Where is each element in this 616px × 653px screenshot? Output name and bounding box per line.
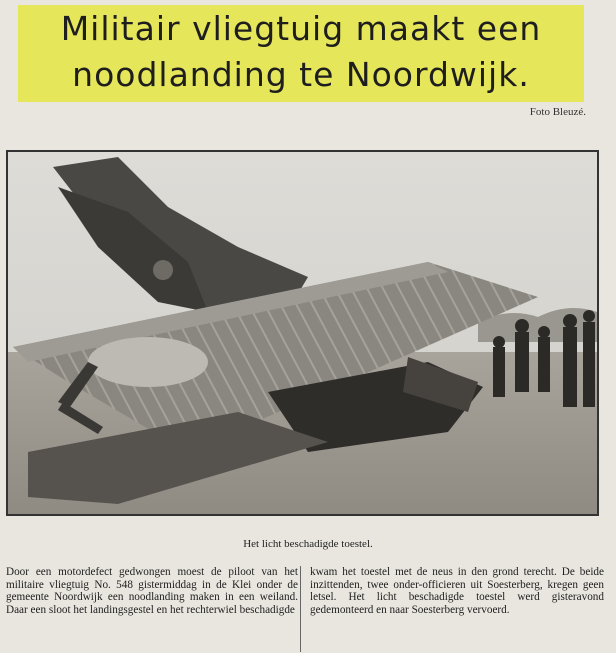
- photo-caption: Het licht beschadigde toestel.: [243, 538, 373, 550]
- news-photo: [6, 150, 599, 516]
- headline-line-1: Militair vliegtuig maakt een: [60, 9, 542, 48]
- body-column-1: Door een motordefect gedwongen moest de piloot van het militaire vliegtuig No. 548 gistermiddag in de Klei onder de gemeente Noordwijk een noodlanding maken in een weiland. Daar een sloot het landingsgestel en het rechterwiel beschadigde: [6, 566, 298, 616]
- headline-line-2: noodlanding te Noordwijk.: [72, 55, 530, 94]
- crashed-plane-illustration: [8, 152, 597, 514]
- photo-credit: Foto Bleuzé.: [529, 106, 586, 118]
- headline: [18, 6, 584, 98]
- column-divider: [300, 566, 301, 652]
- body-column-2: kwam het toestel met de neus in den grond terecht. De beide inzittenden, twee onder-officieren uit Soesterberg, kregen geen letsel. Het licht beschadigde toestel werd gisteravond gedemonteerd en naar Soesterberg vervoerd.: [310, 566, 604, 616]
